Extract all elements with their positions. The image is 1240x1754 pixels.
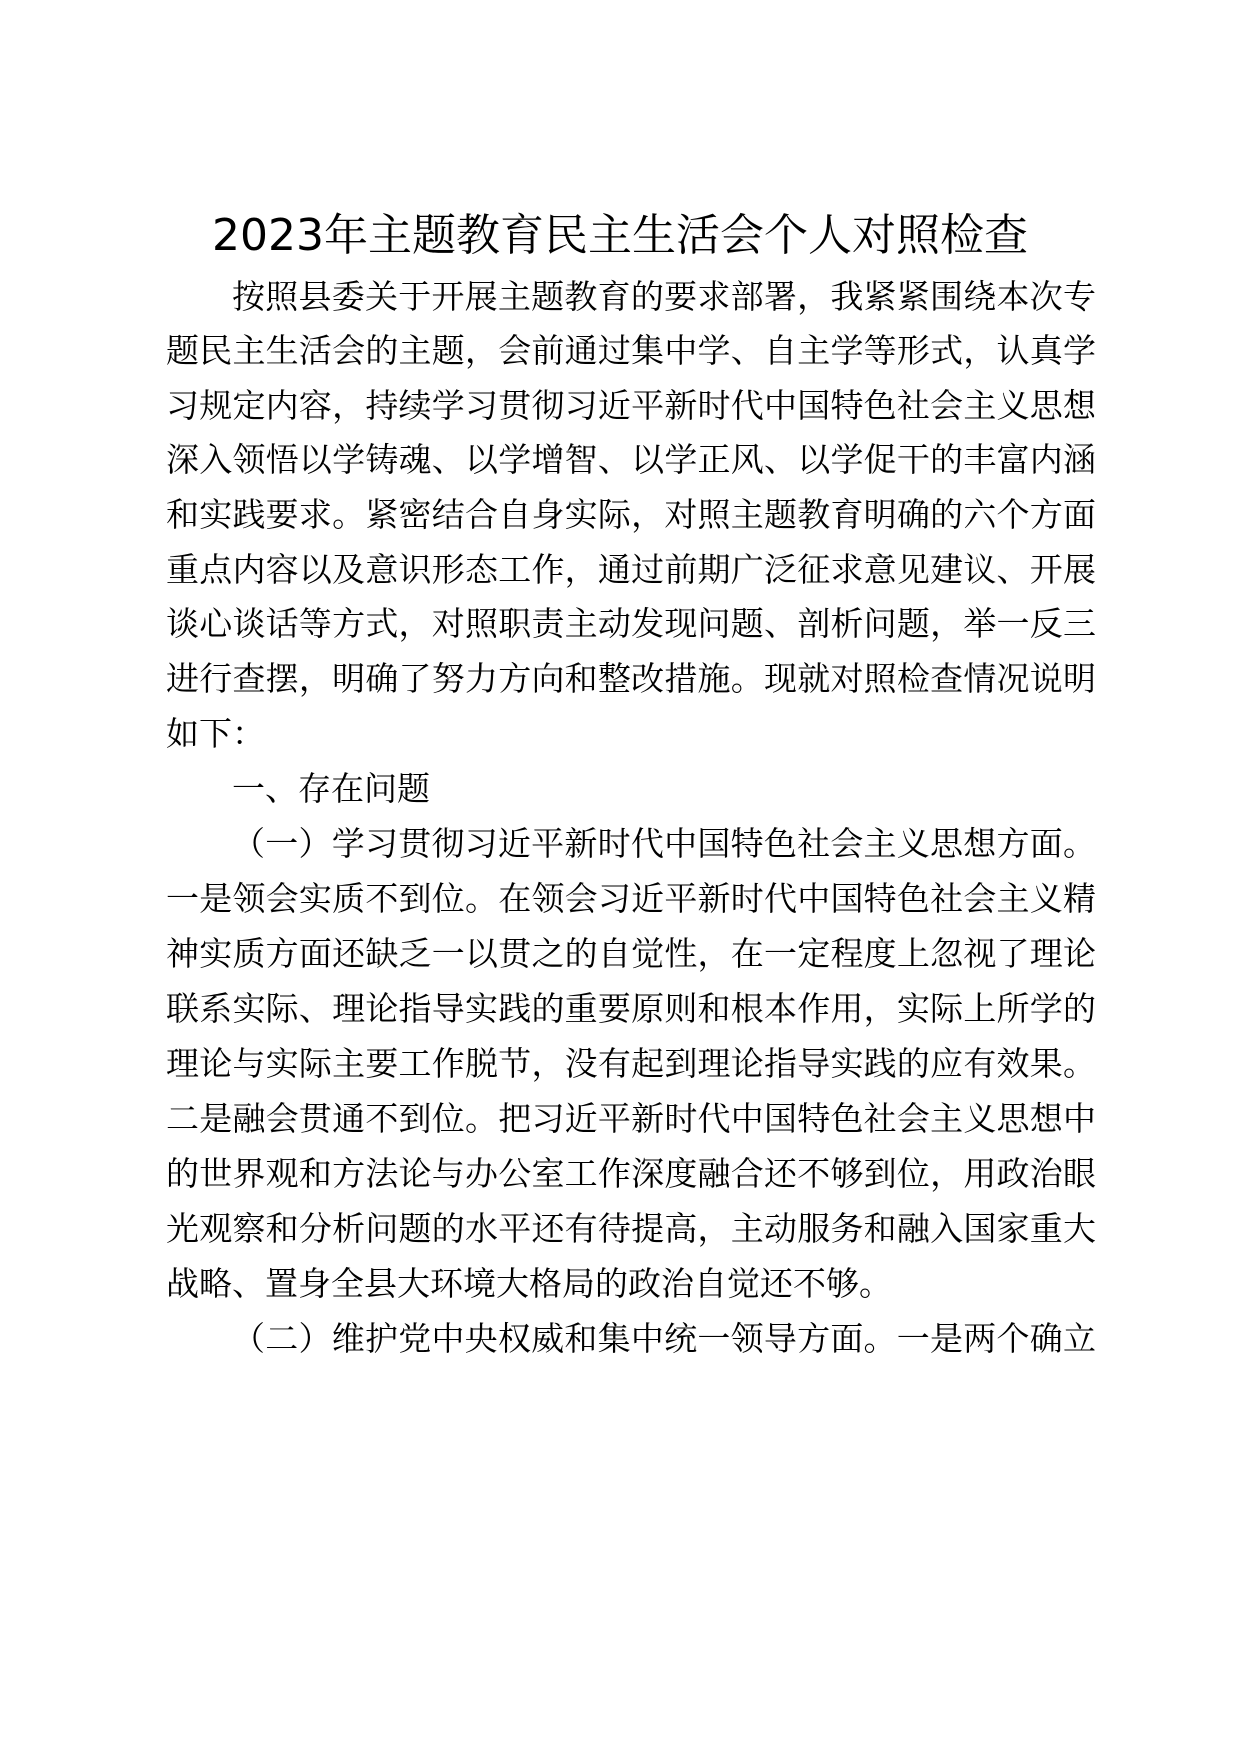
paragraph-line: （二）维护党中央权威和集中统一领导方面。一是两个确立 [232, 1319, 1096, 1358]
paragraph-line: 和实践要求。紧密结合自身实际，对照主题教育明确的六个方面 [166, 495, 1096, 534]
paragraph-line: 谈心谈话等方式，对照职责主动发现问题、剖析问题，举一反三 [166, 604, 1096, 643]
paragraph-line: 按照县委关于开展主题教育的要求部署，我紧紧围绕本次专 [232, 277, 1096, 316]
paragraph-line: 联系实际、理论指导实践的重要原则和根本作用，实际上所学的 [166, 989, 1096, 1028]
paragraph-line: 题民主生活会的主题，会前通过集中学、自主学等形式，认真学 [166, 331, 1096, 370]
paragraph-line: 如下： [166, 714, 265, 753]
document-title: 2023年主题教育民主生活会个人对照检查 [212, 210, 1028, 261]
paragraph-line: 重点内容以及意识形态工作，通过前期广泛征求意见建议、开展 [166, 550, 1096, 589]
paragraph-line: 战略、置身全县大环境大格局的政治自觉还不够。 [166, 1264, 892, 1303]
paragraph-line: 一是领会实质不到位。在领会习近平新时代中国特色社会主义精 [166, 879, 1096, 918]
paragraph-line: 理论与实际主要工作脱节，没有起到理论指导实践的应有效果。 [166, 1044, 1096, 1083]
paragraph-line: 二是融会贯通不到位。把习近平新时代中国特色社会主义思想中 [166, 1099, 1096, 1138]
paragraph-line: 深入领悟以学铸魂、以学增智、以学正风、以学促干的丰富内涵 [166, 440, 1096, 479]
paragraph-line: 光观察和分析问题的水平还有待提高，主动服务和融入国家重大 [166, 1209, 1096, 1248]
paragraph-line: 的世界观和方法论与办公室工作深度融合还不够到位，用政治眼 [166, 1154, 1096, 1193]
paragraph-line: （一）学习贯彻习近平新时代中国特色社会主义思想方面。 [232, 824, 1096, 863]
section-heading: 一、存在问题 [232, 769, 430, 808]
paragraph-line: 习规定内容，持续学习贯彻习近平新时代中国特色社会主义思想 [166, 386, 1096, 425]
paragraph-line: 进行查摆，明确了努力方向和整改措施。现就对照检查情况说明 [166, 659, 1096, 698]
paragraph-line: 神实质方面还缺乏一以贯之的自觉性，在一定程度上忽视了理论 [166, 934, 1096, 973]
